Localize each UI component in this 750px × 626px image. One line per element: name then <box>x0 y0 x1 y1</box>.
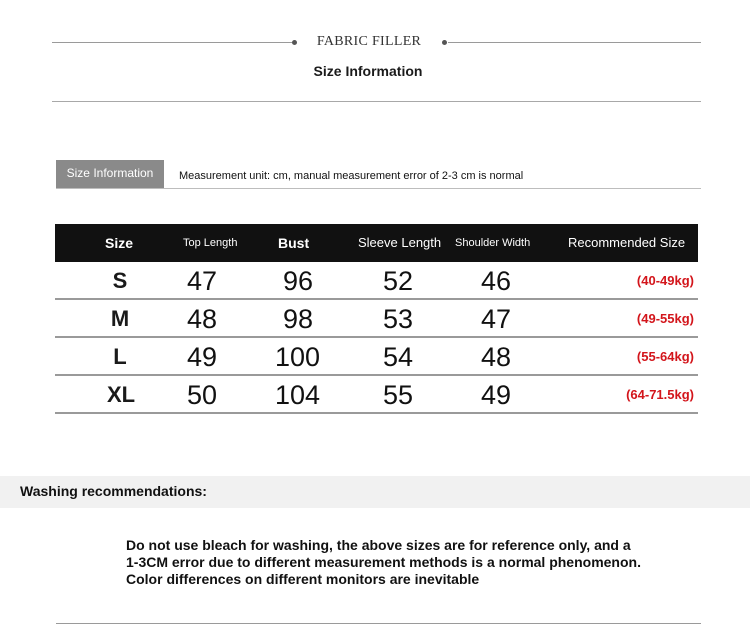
washing-text: Do not use bleach for washing, the above sizes are for reference only, and a 1-3CM error due to different measurement methods is a normal phenomenon. Color differences on different monitors are inevitable <box>126 537 641 587</box>
header-bust: Bust <box>278 235 310 251</box>
table-header <box>55 224 698 262</box>
washing-title: Washing recommendations: <box>20 483 207 499</box>
cell-sleeve-length: 52 <box>383 266 414 296</box>
header-top-length: Top Length <box>183 237 238 249</box>
header-size: Size <box>105 235 134 251</box>
cell-top-length: 47 <box>187 266 218 296</box>
cell-bust: 104 <box>275 380 321 410</box>
measurement-note: Measurement unit: cm, manual measurement error of 2-3 cm is normal <box>179 170 524 182</box>
header-shoulder-width: Shoulder Width <box>455 237 531 249</box>
header-dot-left <box>292 40 297 45</box>
footer-divider <box>56 623 701 624</box>
cell-bust: 98 <box>283 304 314 334</box>
brand-title: FABRIC FILLER <box>316 34 422 49</box>
cell-size: XL <box>106 382 136 407</box>
header-recommended-size: Recommended Size <box>568 235 686 250</box>
size-info-tag: Size Information <box>56 160 164 188</box>
cell-recommended: (40-49kg) <box>636 273 694 288</box>
cell-top-length: 48 <box>187 304 218 334</box>
cell-sleeve-length: 54 <box>383 342 414 372</box>
header-dot-right <box>442 40 447 45</box>
table-row <box>55 262 698 300</box>
cell-size: S <box>112 268 128 293</box>
size-table <box>55 224 698 414</box>
cell-sleeve-length: 53 <box>383 304 414 334</box>
cell-size: M <box>110 306 130 331</box>
table-row <box>55 376 698 414</box>
cell-sleeve-length: 55 <box>383 380 414 410</box>
header-sleeve-length: Sleeve Length <box>358 235 442 250</box>
cell-shoulder-width: 47 <box>481 304 512 334</box>
cell-bust: 100 <box>275 342 321 372</box>
table-row <box>55 338 698 376</box>
cell-recommended: (49-55kg) <box>636 311 694 326</box>
cell-shoulder-width: 49 <box>481 380 512 410</box>
cell-recommended: (64-71.5kg) <box>626 387 694 402</box>
header-divider <box>52 101 701 102</box>
table-row <box>55 300 698 338</box>
header-rule-left <box>52 42 292 43</box>
cell-top-length: 49 <box>187 342 218 372</box>
cell-shoulder-width: 46 <box>481 266 512 296</box>
cell-size: L <box>113 344 127 369</box>
size-info-divider <box>56 188 701 189</box>
cell-top-length: 50 <box>187 380 218 410</box>
page-subtitle: Size Information <box>313 63 423 79</box>
cell-shoulder-width: 48 <box>481 342 512 372</box>
cell-recommended: (55-64kg) <box>636 349 694 364</box>
header-rule-right <box>448 42 701 43</box>
cell-bust: 96 <box>283 266 314 296</box>
